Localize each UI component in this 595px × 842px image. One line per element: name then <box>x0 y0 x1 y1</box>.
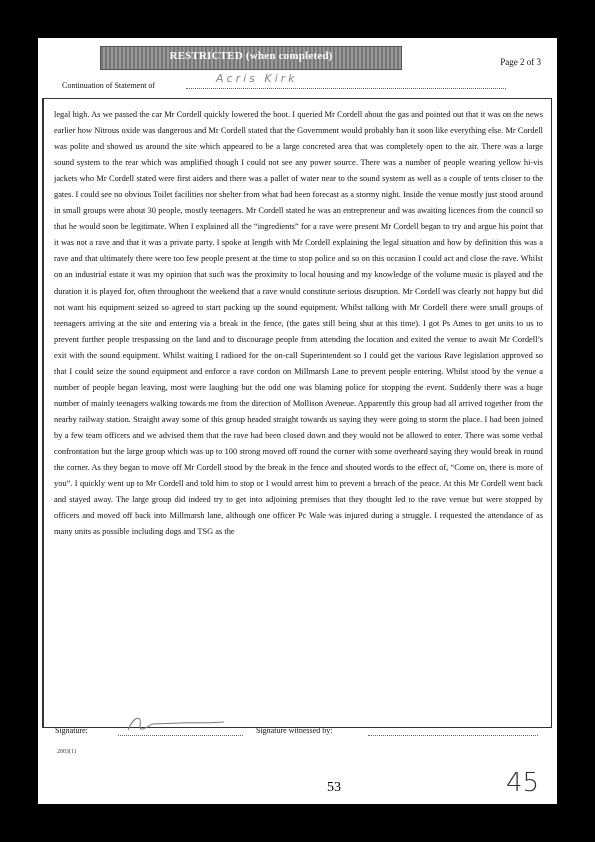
page-number: Page 2 of 3 <box>500 57 541 67</box>
restricted-banner <box>100 46 402 70</box>
statement-of-name: Acris Kirk <box>216 72 298 85</box>
handwritten-number: 45 <box>506 768 540 798</box>
statement-text: legal high. As we passed the car Mr Cordell quickly lowered the boot. I queried Mr Cordell about the gas and pointed out that it was on the news earlier how Nitrous oxide was dangerous and Mr Cordell stated that the Government would probably ban it soon like everything else. Mr Cordell was polite and showed us around the site which appeared to be a large concreted area that was completely open to the air. There was a large sound system to the rear which was amplified though I could not see any power source. There was a number of people wearing yellow hi-vis jackets who Mr Cordell stated were first aiders and there was a pallet of water near to the sound system as well as a couple of tents closer to the gates. I could see no obvious Toilet facilities nor shelter from what had been forecast as a stormy night. Inside the venue mostly just stood around in small groups were about 30 people, mostly teenagers. Mr Cordell stated he was an entrepreneur and was awaiting licences from the council so that he would soon be legitimate. When I explained all the “ingredients” for a rave were present Mr Cordell began to try and argue his point that it was not a rave and that it was a private party. I spoke at length with Mr Cordell explaining the legal situation and how by definition this was a rave and that ultimately there were too few people present at the time to stop police and so on this occasion I could act and close the rave. Whilst on an industrial estate it was my opinion that such was the proximity to local housing and my knowledge of the volume music is played and the duration it is played for, often throughout the weekend that a rave would constitute serious disruption. Mr Cordell was clearly not happy but did not want his equipment seized so agreed to start packing up the sound equipment. Whilst talking with Mr Cordell there were small groups of teenagers arriving at the site and entering via a break in the fence, (the gates still being shut at this time). I got Ps Ames to get units to us to prevent further people trespassing on the land and to discourage people from attending the location and exited the venue to await Mr Cordell’s exit with the sound equipment. Whilst waiting I radioed for the on-call Superintendent so I could get the various Rave legislation approved so that I could seize the sound equipment and enforce a rave cordon on Millmarsh Lane to prevent people entering. Whilst stood by the venue a number of people began leaving, most were laughing but the odd one was blaming police for stopping the event. Suddenly there was a huge number of mainly teenagers walking towards me from the direction of Mollison Aveneue. Apparently this group had all arrived together from the nearby railway station. Straight away some of this group headed straight towards us saying they were going to storm the place. I had been joined by a few team officers and we advised them that the rave had been closed down and they would not be allowed to enter. There was some verbal confrontation but the large group which was up to 100 strong moved off round the corner with some overheard saying they would break in round the corner. As they began to move off Mr Cordell stood by the break in the fence and shouted words to the effect of, “Come on, there is more of you”. I quickly went up to Mr Cordell and told him to stop or I would arrest him to prevent a breach of the peace. At this Mr Cordell went back and stayed away. The large group did indeed try to get into adjoining premises that they thought led to the rave venue but were stopped by officers and moved off back into Millmarsh lane, although one officer Pc Wale was injured during a struggle. I requested the attendance of as many units as possible including dogs and TSG as the <box>54 110 543 537</box>
statement-body-box <box>42 98 552 728</box>
banner-text: RESTRICTED (when completed) <box>169 50 333 62</box>
witness-line <box>368 735 538 736</box>
signature-label: Signature: <box>55 726 88 735</box>
continuation-line <box>186 88 506 89</box>
document-number: 53 <box>327 780 341 795</box>
continuation-label: Continuation of Statement of <box>62 81 156 90</box>
signature-scrawl <box>120 712 230 736</box>
witness-label: Signature witnessed by: <box>256 726 333 735</box>
statement-page <box>38 38 557 804</box>
form-code: 2003(1) <box>57 749 76 755</box>
